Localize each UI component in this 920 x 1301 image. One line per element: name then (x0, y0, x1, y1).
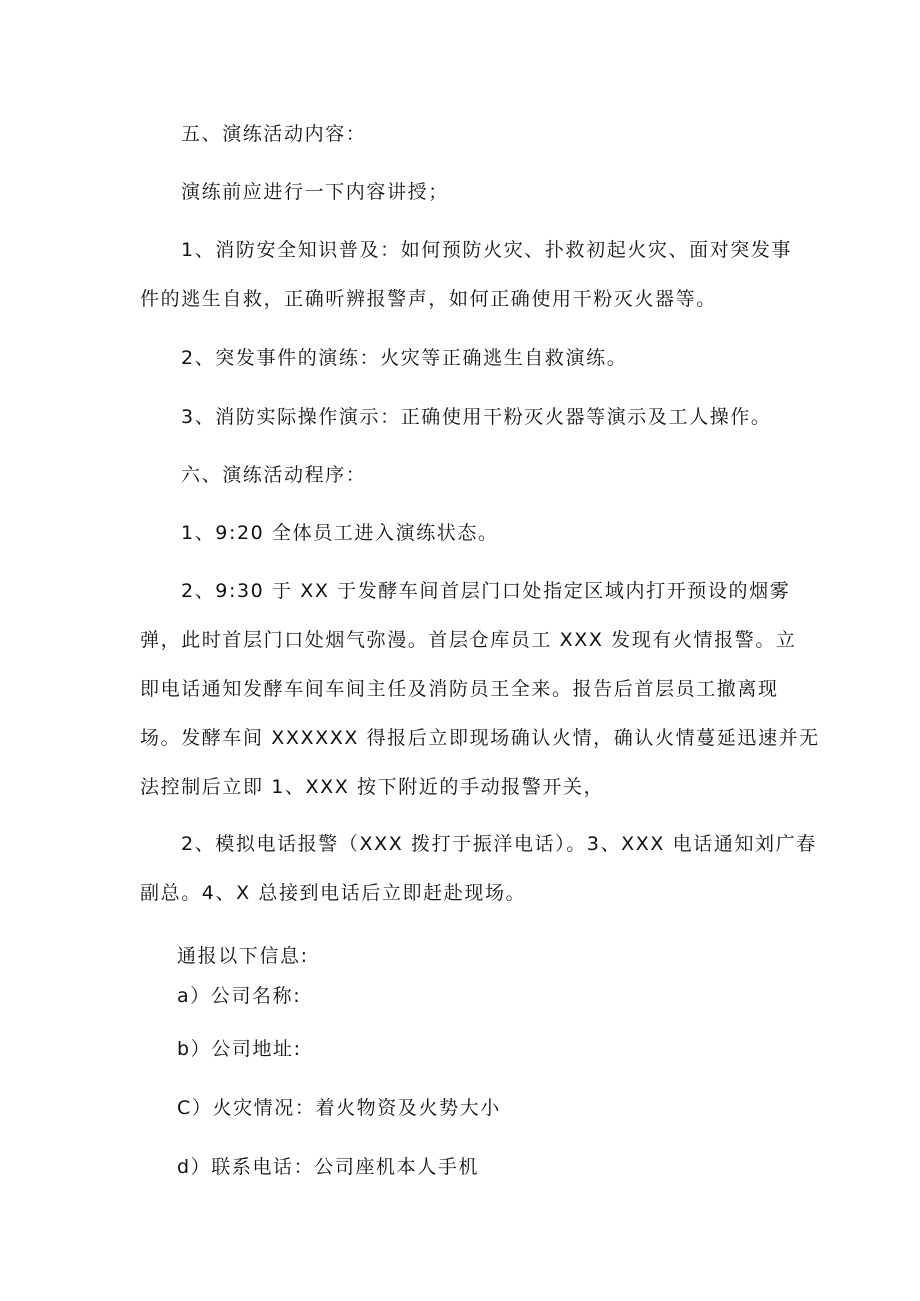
section-5-item-2: 2、突发事件的演练：火灾等正确逃生自救演练。 (181, 347, 628, 369)
report-item-fire-situation: C）火灾情况：着火物资及火势大小 (177, 1097, 501, 1119)
section-6-step-3-line-2: 副总。4、X 总接到电话后立即赶赴现场。 (140, 882, 527, 904)
section-6-step-2-line-3: 即电话通知发酵车间车间主任及消防员王全来。报告后首层员工撤离现 (140, 678, 779, 700)
section-5-intro: 演练前应进行一下内容讲授； (181, 181, 449, 203)
section-6-step-2-line-4: 场。发酵车间 XXXXXX 得报后立即现场确认火情，确认火情蔓延迅速并无 (140, 727, 820, 749)
section-5-item-3: 3、消防实际操作演示：正确使用干粉灭火器等演示及工人操作。 (181, 406, 772, 428)
section-6-heading: 六、演练活动程序： (181, 464, 367, 486)
section-5-item-1-line-1: 1、消防安全知识普及：如何预防火灾、扑救初起火灾、面对突发事 (181, 239, 793, 261)
section-6-step-2-line-1: 2、9:30 于 XX 于发酵车间首层门口处指定区域内打开预设的烟雾 (181, 580, 791, 602)
section-5-item-1-line-2: 件的逃生自救，正确听辨报警声，如何正确使用干粉灭火器等。 (140, 288, 717, 310)
section-6-step-1: 1、9:20 全体员工进入演练状态。 (181, 522, 499, 544)
section-5-heading: 五、演练活动内容： (181, 123, 367, 145)
report-item-contact-phone: d）联系电话：公司座机本人手机 (177, 1156, 480, 1178)
section-6-step-3-line-1: 2、模拟电话报警（XXX 拨打于振洋电话）。3、XXX 电话通知刘广春 (181, 833, 817, 855)
report-title: 通报以下信息: (177, 945, 309, 967)
section-6-step-2-line-2: 弹，此时首层门口处烟气弥漫。首层仓库员工 XXX 发现有火情报警。立 (140, 629, 797, 651)
report-item-company-name: a）公司名称: (177, 985, 302, 1007)
section-6-step-2-line-5: 法控制后立即 1、XXX 按下附近的手动报警开关， (140, 776, 605, 798)
report-item-company-address: b）公司地址: (177, 1038, 302, 1060)
